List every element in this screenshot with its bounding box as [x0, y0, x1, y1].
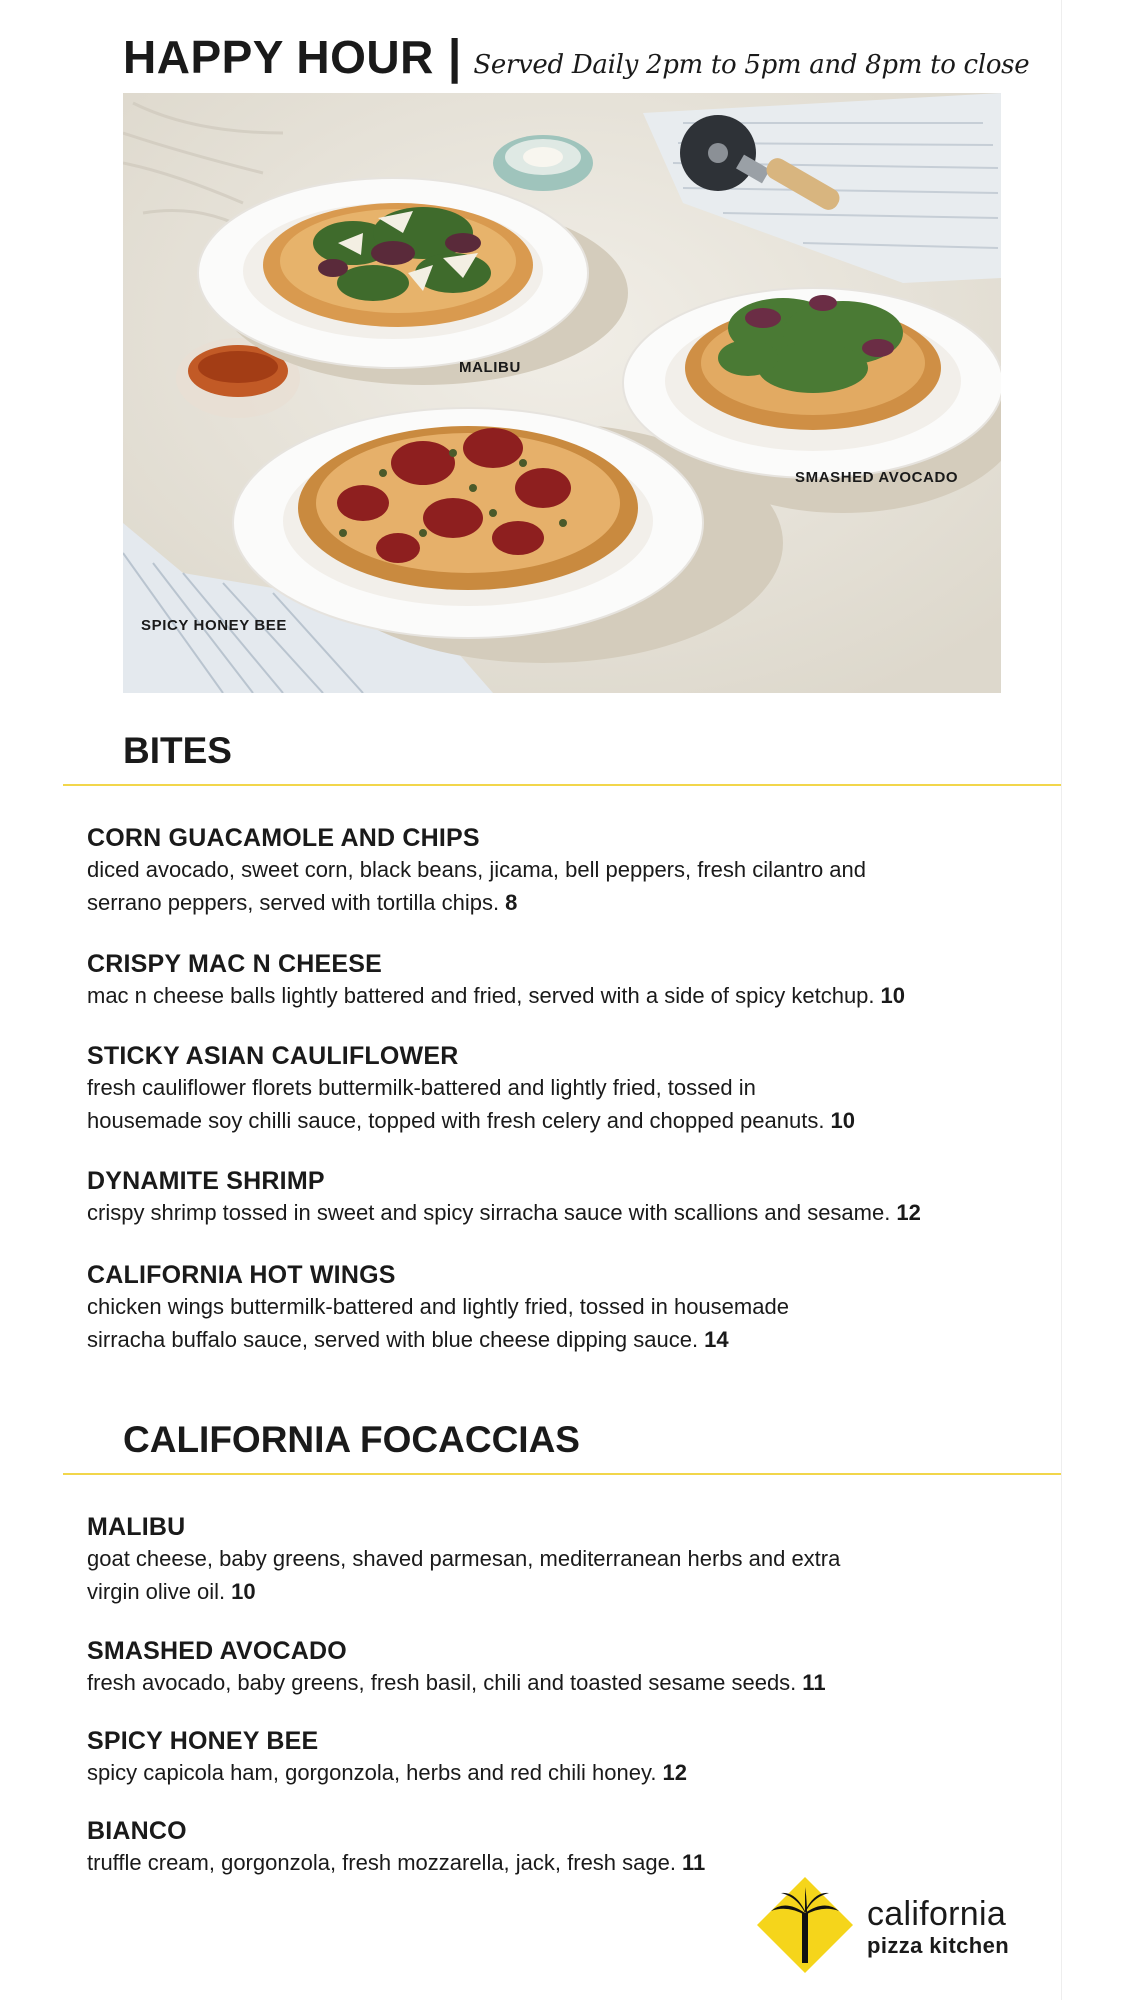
item-description-text: serrano peppers, served with tortilla chips. — [87, 890, 500, 915]
section-divider-focaccias — [63, 1473, 1061, 1475]
section-divider-bites — [63, 784, 1061, 786]
photo-label-smashed-avocado: SMASHED AVOCADO — [795, 469, 959, 486]
menu-item — [87, 1726, 1057, 1789]
item-description-line — [87, 979, 1057, 1012]
photo-label-spicy-honey-bee: SPICY HONEY BEE — [141, 617, 287, 634]
menu-header — [123, 30, 1029, 85]
item-description-line — [87, 886, 1057, 919]
menu-item — [87, 949, 1057, 1012]
section-title-bites: BITES — [123, 730, 232, 771]
menu-item — [87, 1512, 1057, 1608]
item-description-line — [87, 1196, 1057, 1229]
item-description-text: crispy shrimp tossed in sweet and spicy sirracha sauce with scallions and sesame. — [87, 1200, 891, 1225]
menu-item — [87, 1260, 1057, 1356]
menu-page — [63, 0, 1062, 2000]
item-description — [87, 1666, 1057, 1699]
item-name: CRISPY MAC N CHEESE — [87, 950, 383, 978]
photo-label-malibu: MALIBU — [459, 359, 521, 376]
pizza-photo-illustration — [123, 93, 1001, 693]
header-separator: | — [447, 31, 462, 84]
item-price: 8 — [505, 890, 518, 915]
item-name: SMASHED AVOCADO — [87, 1637, 347, 1665]
item-price: 12 — [896, 1200, 921, 1225]
item-description-line — [87, 1323, 1057, 1356]
item-description-line — [87, 1756, 1057, 1789]
cpk-logo — [755, 1875, 1055, 1975]
item-description-text: mac n cheese balls lightly battered and fried, served with a side of spicy ketchup. — [87, 983, 875, 1008]
item-name: CALIFORNIA HOT WINGS — [87, 1261, 396, 1289]
item-price: 12 — [662, 1760, 687, 1785]
item-name: CORN GUACAMOLE AND CHIPS — [87, 824, 480, 852]
item-name: STICKY ASIAN CAULIFLOWER — [87, 1042, 459, 1070]
item-description-text: housemade soy chilli sauce, topped with fresh celery and chopped peanuts. — [87, 1108, 825, 1133]
item-description-line: diced avocado, sweet corn, black beans, jicama, bell peppers, fresh cilantro and — [87, 857, 866, 882]
item-name: MALIBU — [87, 1513, 186, 1541]
menu-item — [87, 1041, 1057, 1137]
section-title-focaccias: CALIFORNIA FOCACCIAS — [123, 1419, 580, 1460]
item-price: 14 — [704, 1327, 729, 1352]
item-price: 10 — [830, 1108, 855, 1133]
pizza-photo — [123, 93, 1001, 693]
item-description-text: virgin olive oil. — [87, 1579, 226, 1604]
item-description-line — [87, 1666, 1057, 1699]
item-description-line: fresh cauliflower florets buttermilk-battered and lightly fried, tossed in — [87, 1075, 756, 1100]
menu-item — [87, 823, 1057, 919]
item-description-text: fresh avocado, baby greens, fresh basil, chili and toasted sesame seeds. — [87, 1670, 797, 1695]
item-description — [87, 1756, 1057, 1789]
header-title: HAPPY HOUR — [123, 31, 434, 83]
menu-item — [87, 1166, 1057, 1229]
item-description-text: spicy capicola ham, gorgonzola, herbs and red chili honey. — [87, 1760, 657, 1785]
logo-wordmark-pizza-kitchen: pizza kitchen — [867, 1933, 1010, 1958]
item-description — [87, 1542, 1057, 1608]
menu-item — [87, 1636, 1057, 1699]
item-price: 11 — [802, 1670, 826, 1695]
item-description-line: chicken wings buttermilk-battered and lightly fried, tossed in housemade — [87, 1294, 789, 1319]
item-description — [87, 853, 1057, 919]
item-price: 10 — [880, 983, 906, 1008]
item-description-text: sirracha buffalo sauce, served with blue cheese dipping sauce. — [87, 1327, 699, 1352]
item-price: 10 — [231, 1579, 256, 1604]
header-subtitle: Served Daily 2pm to 5pm and 8pm to close — [473, 50, 1030, 80]
item-description-line: goat cheese, baby greens, shaved parmesan, mediterranean herbs and extra — [87, 1546, 841, 1571]
item-description — [87, 1071, 1057, 1137]
item-description — [87, 1196, 1057, 1229]
item-price: 11 — [681, 1850, 706, 1875]
item-name: SPICY HONEY BEE — [87, 1727, 319, 1755]
item-name: DYNAMITE SHRIMP — [87, 1167, 325, 1195]
item-description — [87, 1290, 1057, 1356]
logo-wordmark-california: california — [867, 1895, 1007, 1933]
item-description-text: truffle cream, gorgonzola, fresh mozzarella, jack, fresh sage. — [87, 1850, 676, 1875]
menu-item — [87, 1816, 1057, 1879]
item-name: BIANCO — [87, 1817, 187, 1845]
item-description-line — [87, 1575, 1057, 1608]
item-description-line — [87, 1104, 1057, 1137]
item-description — [87, 979, 1057, 1012]
palm-tree-icon — [755, 1875, 855, 1975]
